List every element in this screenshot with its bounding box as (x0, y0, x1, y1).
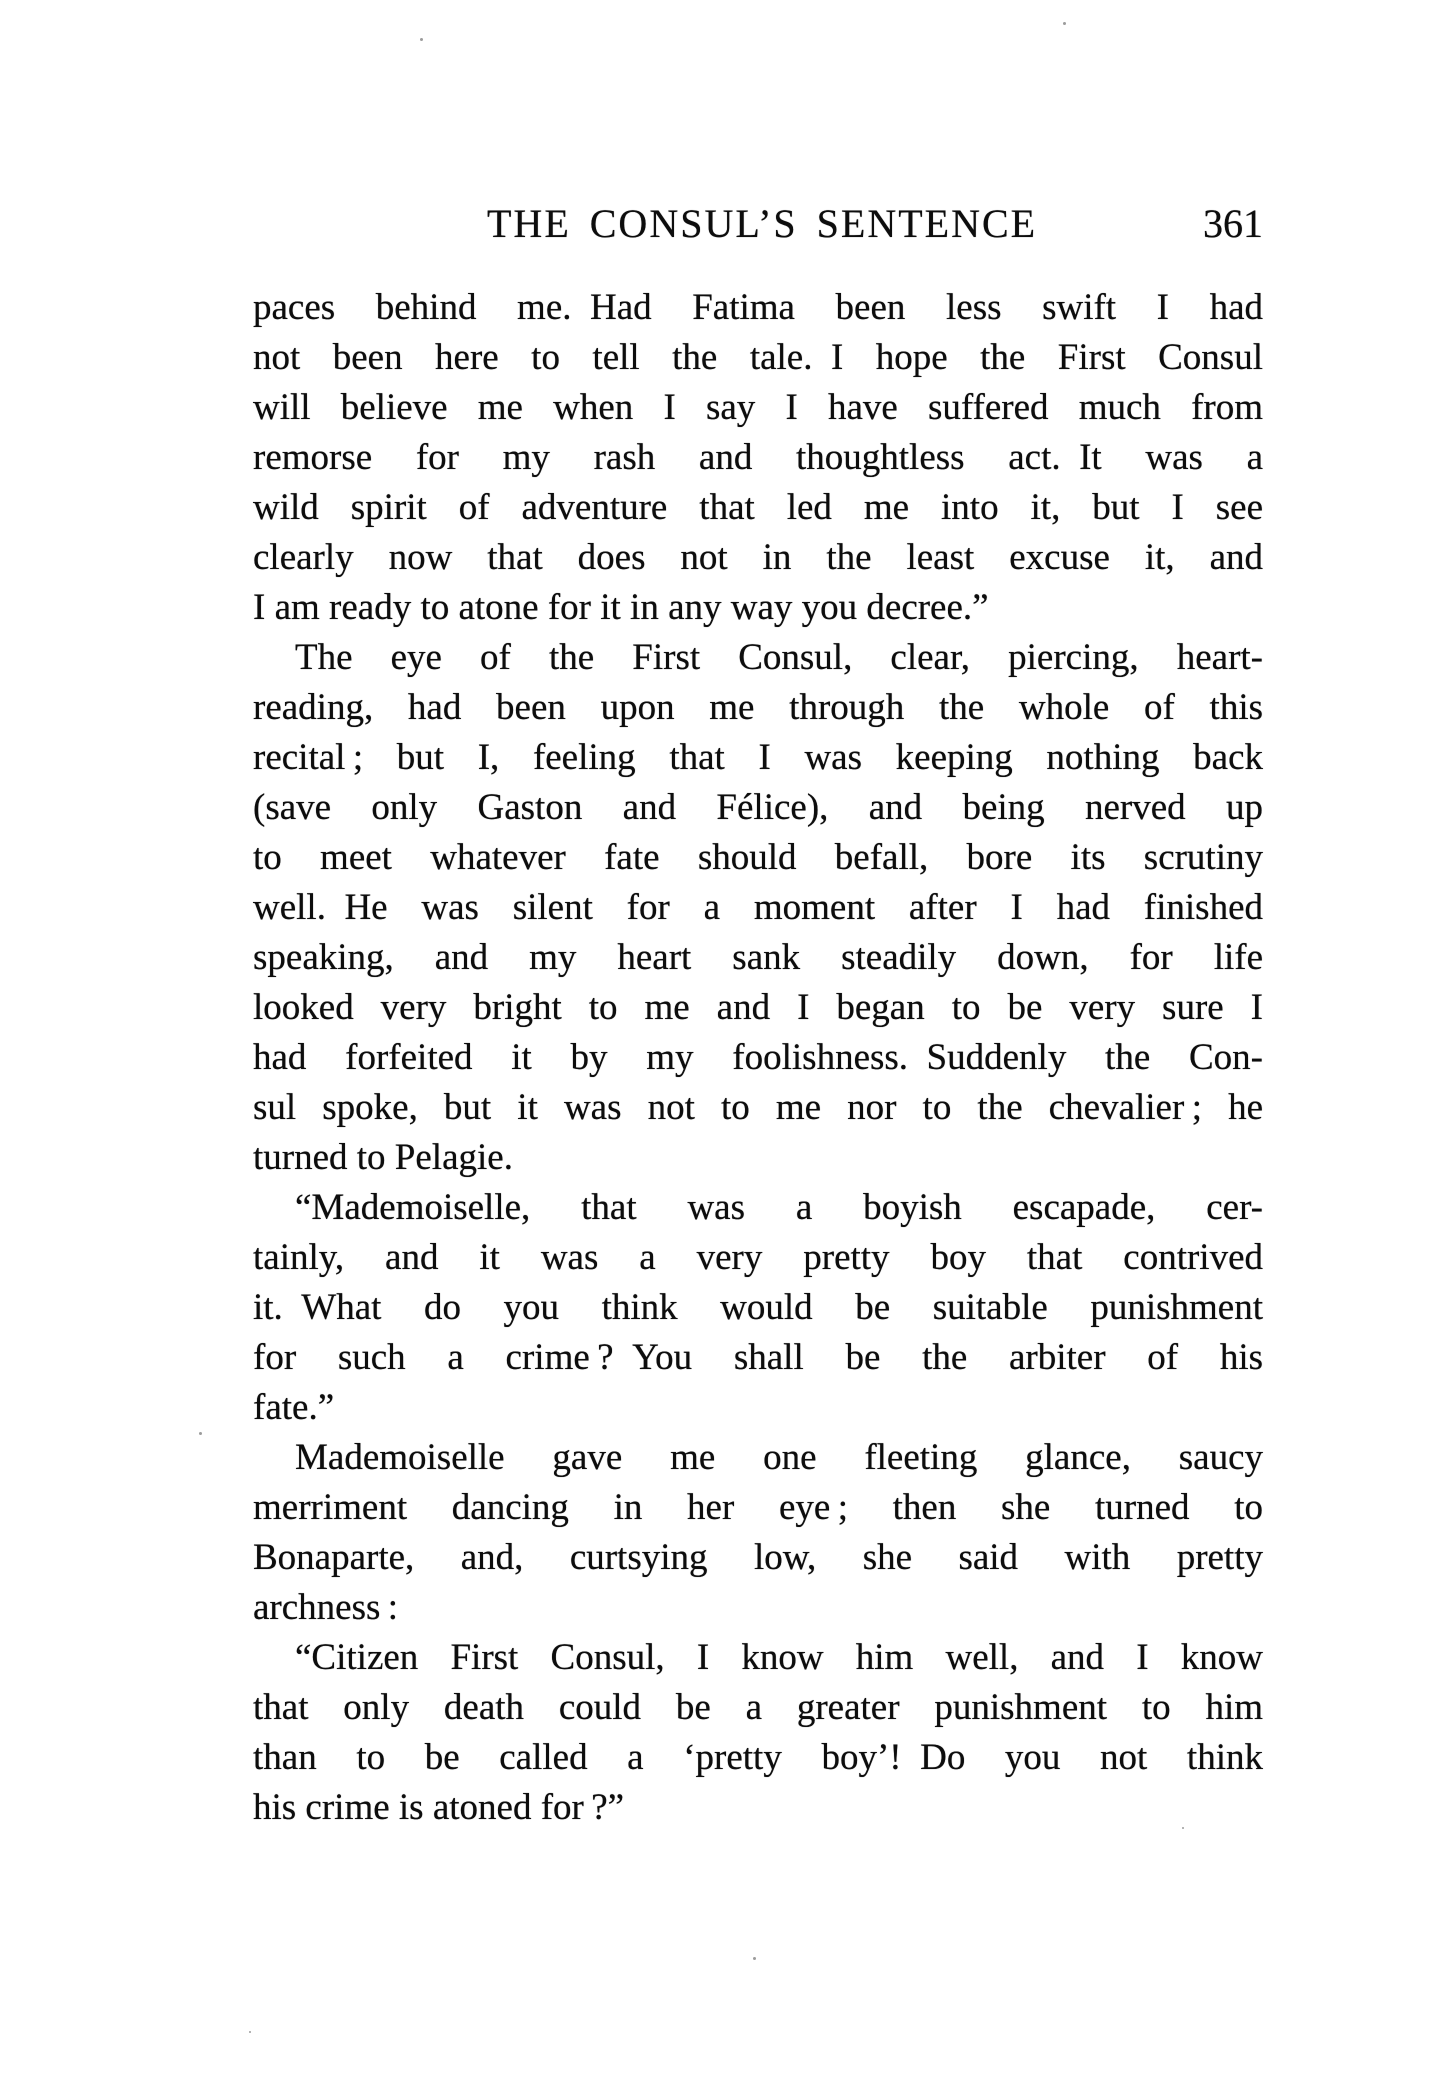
text-line: (save only Gaston and Félice), and being nerved up (253, 787, 1263, 828)
text-line: his crime is atoned for ?” (253, 1787, 625, 1828)
text-line: reading, had been upon me through the whole of this (253, 687, 1263, 728)
paragraph (253, 1183, 1263, 1433)
scan-speck (753, 1957, 756, 1960)
paragraph (253, 1433, 1263, 1633)
text-line: turned to Pelagie. (253, 1137, 513, 1178)
text-line: merriment dancing in her eye ; then she turned to (253, 1487, 1263, 1528)
text-line: Mademoiselle gave me one fleeting glance, saucy (295, 1437, 1263, 1478)
paragraph (253, 283, 1263, 633)
scan-speck (1063, 22, 1066, 25)
text-line: I am ready to atone for it in any way you decree.” (253, 587, 989, 628)
text-line: “Citizen First Consul, I know him well, and I know (295, 1637, 1263, 1678)
text-line: wild spirit of adventure that led me into it, but I see (253, 487, 1263, 528)
page-number: 361 (1203, 201, 1263, 246)
text-line: speaking, and my heart sank steadily down, for life (253, 937, 1263, 978)
text-line: will believe me when I say I have suffered much from (253, 387, 1263, 428)
text-line: The eye of the First Consul, clear, piercing, heart- (295, 637, 1263, 678)
running-header-title: THE CONSUL’S SENTENCE (487, 201, 1038, 246)
text-line: archness : (253, 1587, 399, 1628)
text-line: for such a crime ? You shall be the arbiter of his (253, 1337, 1263, 1378)
text-line: “Mademoiselle, that was a boyish escapade, cer- (295, 1187, 1263, 1228)
text-line: had forfeited it by my foolishness. Suddenly the Con- (253, 1037, 1263, 1078)
text-line: Bonaparte, and, curtsying low, she said with pretty (253, 1537, 1263, 1578)
text-line: it. What do you think would be suitable punishment (253, 1287, 1263, 1328)
scan-speck (1182, 1827, 1184, 1829)
text-line: to meet whatever fate should befall, bore its scrutiny (253, 837, 1263, 878)
scan-speck (199, 1432, 202, 1435)
paragraph (253, 1633, 1263, 1833)
text-line: clearly now that does not in the least excuse it, and (253, 537, 1263, 578)
text-line: fate.” (253, 1387, 335, 1428)
text-line: not been here to tell the tale. I hope the First Consul (253, 337, 1263, 378)
text-line: remorse for my rash and thoughtless act. It was a (253, 437, 1263, 478)
text-line: looked very bright to me and I began to be very sure I (253, 987, 1263, 1028)
paragraph (253, 633, 1263, 1183)
text-line: paces behind me. Had Fatima been less swift I had (253, 287, 1263, 328)
text-line: that only death could be a greater punishment to him (253, 1687, 1263, 1728)
text-line: than to be called a ‘pretty boy’! Do you not think (253, 1737, 1263, 1778)
text-line: well. He was silent for a moment after I had finished (253, 887, 1263, 928)
text-line: sul spoke, but it was not to me nor to the chevalier ; he (253, 1087, 1263, 1128)
scan-speck (420, 38, 423, 41)
text-line: tainly, and it was a very pretty boy that contrived (253, 1237, 1263, 1278)
scan-speck (249, 2031, 251, 2033)
page-body (253, 283, 1263, 1833)
text-line: recital ; but I, feeling that I was keeping nothing back (253, 737, 1263, 778)
